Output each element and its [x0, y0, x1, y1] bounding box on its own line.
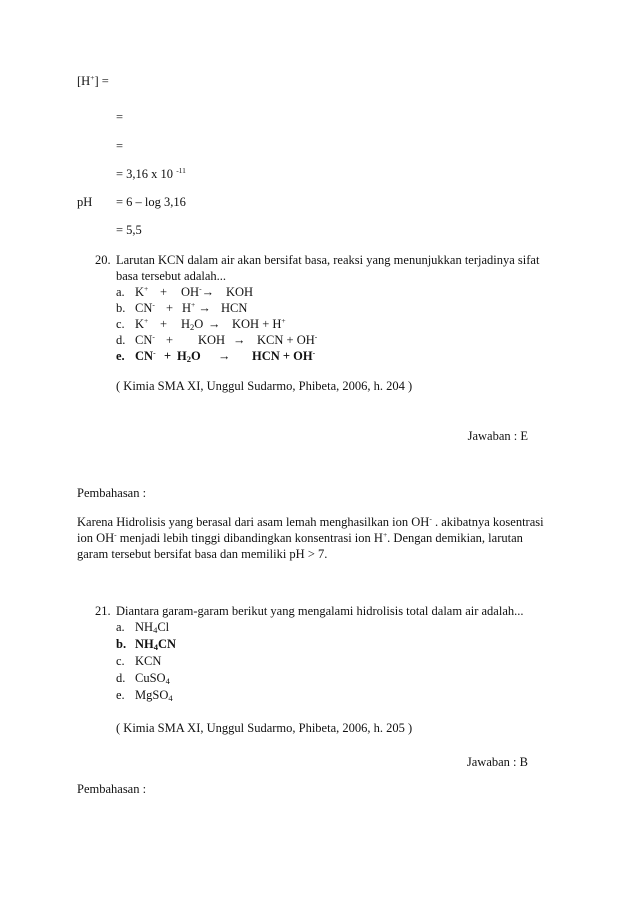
ph-step-1: = 6 – log 3,16 — [116, 195, 186, 209]
question-20-answer: Jawaban : E — [467, 429, 528, 443]
discussion-21-heading: Pembahasan : — [77, 782, 147, 796]
question-20-source: ( Kimia SMA XI, Unggul Sudarmo, Phibeta, 2006, h. 204 ) — [116, 379, 413, 393]
ph-label: pH — [77, 195, 93, 209]
calc-step-3: = 3,16 x 10 $^{-11}$ — [116, 166, 186, 181]
question-21-text: Diantara garam-garam berikut yang mengalami hidrolisis total dalam air adalah... — [116, 604, 524, 618]
question-20-text-line1: Larutan KCN dalam air akan bersifat basa, reaksi yang menunjukkan terjadinya sifat — [116, 253, 540, 267]
question-21-number: 21. — [95, 604, 111, 618]
question-21-source: ( Kimia SMA XI, Unggul Sudarmo, Phibeta, 2006, h. 205 ) — [116, 721, 413, 735]
calc-step-1: = — [116, 110, 124, 124]
discussion-20-line3: garam tersebut bersifat basa dan memiliki pH > 7. — [77, 547, 328, 561]
discussion-20-heading: Pembahasan : — [77, 486, 147, 500]
ph-step-2: = 5,5 — [116, 223, 142, 237]
calc-step-2: = — [116, 139, 124, 153]
question-21-answer: Jawaban : B — [466, 755, 528, 769]
discussion-20-line1: Karena Hidrolisis yang berasal dari asam lemah menghasilkan ion OH- . akibatnya kosentrasi — [77, 514, 544, 529]
question-20-text-line2: basa tersebut adalah... — [116, 269, 227, 283]
discussion-20-line2: ion OH- menjadi lebih tinggi dibandingkan konsentrasi ion H+. Dengan demikian, larutan — [77, 530, 523, 545]
h-ion-label: [H+] = — [77, 73, 109, 88]
question-20-number: 20. — [95, 253, 111, 267]
